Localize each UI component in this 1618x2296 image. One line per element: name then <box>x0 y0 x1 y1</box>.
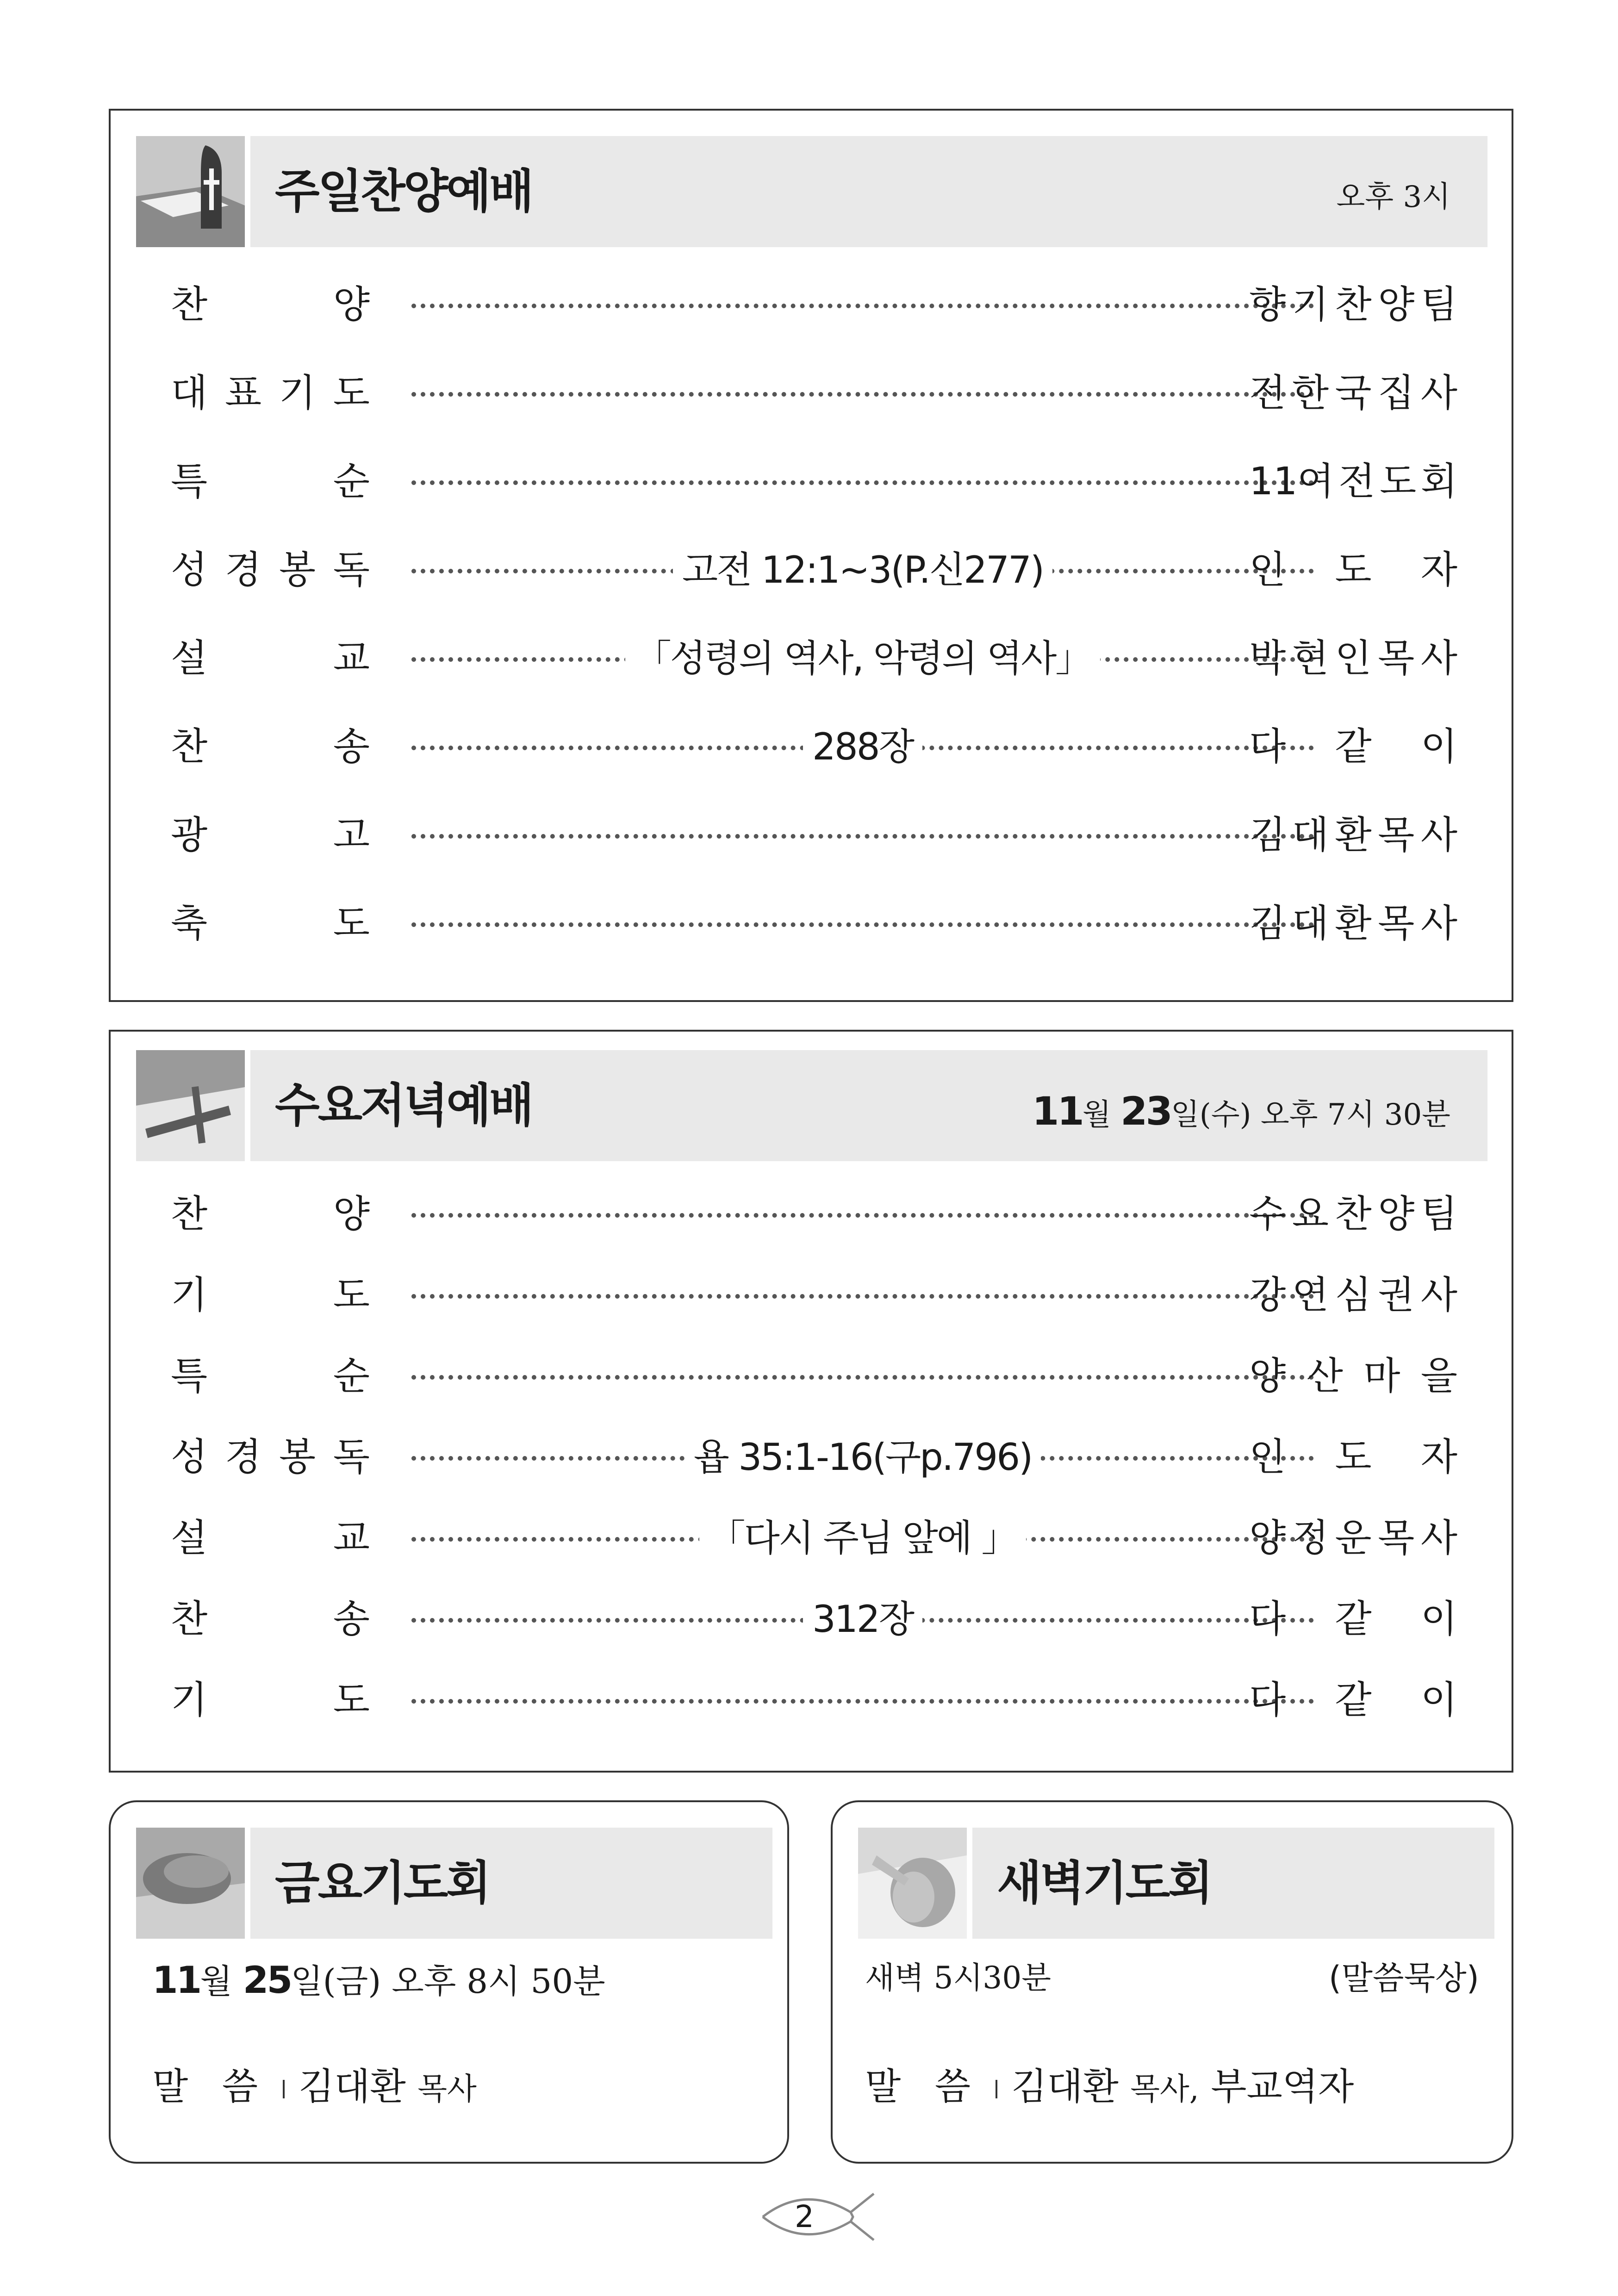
dawn-sermon-label: 말 씀 <box>865 2065 982 2108</box>
program-item-label <box>171 889 370 958</box>
program-item-detail-wrap <box>411 1585 1314 1654</box>
program-row <box>111 1423 1512 1492</box>
program-item-label <box>171 359 370 428</box>
leader-char: 인 <box>1249 548 1286 592</box>
friday-preacher: 김대환 <box>299 2065 406 2108</box>
dotted-leader <box>411 1294 1314 1299</box>
label-char: 설 <box>171 1516 208 1560</box>
friday-date-day: 25 <box>243 1959 291 2002</box>
leader-char: 을 <box>1420 1354 1457 1398</box>
leader-char: 향 <box>1249 283 1286 327</box>
sunday-service-box <box>109 109 1513 1002</box>
label-char: 표 <box>224 371 262 415</box>
dotted-leader <box>411 922 1314 927</box>
program-item-detail-wrap <box>411 624 1314 693</box>
program-row <box>111 535 1512 605</box>
leader-char: 팀 <box>1420 1192 1457 1236</box>
sunday-service-time: 오후 3시 <box>1336 180 1450 214</box>
program-item-leader <box>1249 1342 1457 1411</box>
program-item-label <box>171 535 370 605</box>
program-item-detail-wrap <box>411 712 1314 782</box>
program-item-leader <box>1249 359 1457 428</box>
leader-char: 다 <box>1249 1597 1286 1641</box>
wednesday-service-title: 수요저녁예배 <box>275 1078 532 1132</box>
leader-char: 11여 <box>1249 460 1334 504</box>
leader-char: 환 <box>1335 813 1372 857</box>
friday-sermon-line <box>152 2061 477 2115</box>
leader-char: 심 <box>1335 1273 1372 1317</box>
program-row <box>111 1261 1512 1330</box>
label-char: 교 <box>333 636 370 680</box>
program-item-leader <box>1249 270 1457 340</box>
friday-preacher-title: 목사 <box>417 2071 477 2107</box>
leader-char: 도 <box>1335 1435 1372 1479</box>
cross-bible-image <box>136 1050 250 1161</box>
program-item-label <box>171 447 370 516</box>
program-item-label <box>171 624 370 693</box>
leader-char: 양 <box>1249 1354 1286 1398</box>
program-item-leader <box>1249 1585 1457 1654</box>
leader-char: 목 <box>1378 1516 1415 1560</box>
label-char: 도 <box>333 1273 370 1317</box>
program-item-detail-wrap <box>411 1423 1314 1492</box>
separator-bar <box>283 2080 285 2098</box>
program-item-leader <box>1249 1504 1457 1573</box>
program-item-leader <box>1249 712 1457 782</box>
label-char: 성 <box>171 548 208 592</box>
program-item-leader <box>1249 1261 1457 1330</box>
separator-bar <box>996 2080 997 2098</box>
leader-char: 국 <box>1335 371 1372 415</box>
leader-char: 강 <box>1249 1273 1286 1317</box>
label-char: 교 <box>333 1516 370 1560</box>
program-row <box>111 1666 1512 1735</box>
leader-char: 다 <box>1249 1678 1286 1722</box>
dawn-prayer-header <box>858 1828 1494 1939</box>
label-char: 찬 <box>171 725 208 769</box>
leader-char: 연 <box>1292 1273 1329 1317</box>
leader-char: 대 <box>1292 813 1329 857</box>
program-item-leader <box>1249 535 1457 605</box>
dotted-leader <box>411 480 1314 485</box>
program-item-label <box>171 1261 370 1330</box>
dotted-leader <box>411 1375 1314 1380</box>
leader-char: 환 <box>1335 902 1372 946</box>
leader-char: 다 <box>1249 725 1286 769</box>
leader-char: 같 <box>1335 725 1372 769</box>
wednesday-date-day: 23 <box>1120 1089 1171 1134</box>
leader-char: 집 <box>1378 371 1415 415</box>
wednesday-date-day-unit: 일(수) 오후 7시 30분 <box>1170 1098 1450 1132</box>
wednesday-service-box <box>109 1030 1513 1773</box>
program-item-detail: 「다시 주님 앞에 」 <box>699 1517 1027 1560</box>
page-footer <box>758 2187 878 2247</box>
label-char: 독 <box>333 1435 370 1479</box>
program-item-leader <box>1249 624 1457 693</box>
friday-date-day-unit: 일(금) 오후 8시 50분 <box>291 1962 605 2001</box>
program-row <box>111 712 1512 782</box>
leader-char: 박 <box>1249 636 1286 680</box>
sunday-service-header <box>136 136 1487 247</box>
leader-char: 찬 <box>1335 1192 1372 1236</box>
leader-char: 정 <box>1292 1516 1329 1560</box>
program-row <box>111 447 1512 516</box>
leader-char: 인 <box>1249 1435 1286 1479</box>
friday-sermon-label: 말 씀 <box>152 2065 269 2108</box>
program-item-label <box>171 1180 370 1249</box>
leader-char: 목 <box>1378 902 1415 946</box>
label-char: 광 <box>171 813 208 857</box>
program-item-leader <box>1249 447 1457 516</box>
leader-char: 산 <box>1306 1354 1343 1398</box>
friday-prayer-header <box>136 1828 772 1939</box>
leader-char: 현 <box>1292 636 1329 680</box>
leader-char: 자 <box>1420 1435 1457 1479</box>
friday-prayer-title: 금요기도회 <box>275 1856 489 1910</box>
program-item-label <box>171 1504 370 1573</box>
program-item-detail: 고전 12:1~3(P.신277) <box>673 548 1052 591</box>
label-char: 순 <box>333 460 370 504</box>
leader-char: 양 <box>1378 1192 1415 1236</box>
program-row <box>111 1504 1512 1573</box>
label-char: 도 <box>333 1678 370 1722</box>
label-char: 대 <box>171 371 208 415</box>
label-char: 특 <box>171 1354 208 1398</box>
friday-date-month-unit: 월 <box>200 1962 232 2001</box>
leader-char: 양 <box>1249 1516 1286 1560</box>
label-char: 봉 <box>279 1435 316 1479</box>
bible-candle-image <box>136 136 250 247</box>
dotted-leader <box>411 392 1314 397</box>
leader-char: 대 <box>1292 902 1329 946</box>
label-char: 기 <box>279 371 316 415</box>
leader-char: 마 <box>1363 1354 1400 1398</box>
leader-char: 운 <box>1335 1516 1372 1560</box>
leader-char: 사 <box>1420 813 1457 857</box>
label-char: 특 <box>171 460 208 504</box>
leader-char: 김 <box>1249 813 1286 857</box>
leader-char: 이 <box>1420 725 1457 769</box>
leader-char: 이 <box>1420 1678 1457 1722</box>
label-char: 경 <box>224 1435 262 1479</box>
program-row <box>111 1342 1512 1411</box>
sunday-service-title: 주일찬양예배 <box>275 164 532 218</box>
leader-char: 같 <box>1335 1597 1372 1641</box>
leader-char: 인 <box>1335 636 1372 680</box>
program-item-leader <box>1249 801 1457 870</box>
program-item-detail: 욥 35:1-16(구p.796) <box>685 1436 1041 1479</box>
program-item-detail: 312장 <box>803 1598 922 1641</box>
praying-hands-image <box>136 1828 250 1939</box>
leader-char: 전 <box>1338 460 1375 504</box>
leader-char: 사 <box>1420 1273 1457 1317</box>
program-item-label <box>171 1342 370 1411</box>
program-item-leader <box>1249 1180 1457 1249</box>
friday-date-month: 11 <box>152 1959 200 2002</box>
label-char: 찬 <box>171 283 208 327</box>
program-item-label <box>171 1423 370 1492</box>
leader-char: 사 <box>1420 636 1457 680</box>
label-char: 도 <box>333 902 370 946</box>
leader-char: 이 <box>1420 1597 1457 1641</box>
dotted-leader <box>411 1213 1314 1218</box>
wednesday-date-month: 11 <box>1032 1089 1083 1134</box>
leader-char: 사 <box>1420 902 1457 946</box>
label-char: 기 <box>171 1273 208 1317</box>
dawn-preacher-title: 목사, <box>1130 2071 1199 2107</box>
label-char: 경 <box>224 548 262 592</box>
friday-prayer-box <box>109 1800 789 2164</box>
leader-char: 전 <box>1249 371 1286 415</box>
leader-char: 권 <box>1378 1273 1415 1317</box>
leader-char: 한 <box>1292 371 1329 415</box>
program-row <box>111 1585 1512 1654</box>
leader-char: 같 <box>1335 1678 1372 1722</box>
leader-char: 자 <box>1420 548 1457 592</box>
label-char: 찬 <box>171 1597 208 1641</box>
program-item-detail: 288장 <box>803 725 922 768</box>
leader-char: 기 <box>1292 283 1329 327</box>
leader-char: 회 <box>1420 460 1457 504</box>
dotted-leader <box>411 834 1314 839</box>
program-item-leader <box>1249 1423 1457 1492</box>
leader-char: 목 <box>1378 636 1415 680</box>
program-row <box>111 1180 1512 1249</box>
label-char: 도 <box>333 371 370 415</box>
program-row <box>111 270 1512 340</box>
program-item-leader <box>1249 1666 1457 1735</box>
dawn-preacher-2: 부교역자 <box>1211 2065 1354 2108</box>
leader-char: 수 <box>1249 1192 1286 1236</box>
dawn-prayer-title: 새벽기도회 <box>997 1856 1211 1910</box>
dotted-leader <box>411 304 1314 308</box>
dawn-prayer-time: 새벽 5시30분 <box>865 1960 1051 1996</box>
dotted-leader <box>411 1699 1314 1704</box>
leader-char: 도 <box>1379 460 1417 504</box>
page-number: 2 <box>795 2199 814 2234</box>
program-item-detail-wrap <box>411 535 1314 605</box>
wednesday-service-time <box>1032 1050 1450 1176</box>
wednesday-date-month-unit: 월 <box>1082 1098 1111 1132</box>
leader-char: 사 <box>1420 371 1457 415</box>
dawn-preacher: 김대환 <box>1011 2065 1119 2108</box>
program-item-detail-wrap <box>411 1504 1314 1573</box>
leader-char: 김 <box>1249 902 1286 946</box>
label-char: 송 <box>333 725 370 769</box>
label-char: 송 <box>333 1597 370 1641</box>
leader-char: 사 <box>1420 1516 1457 1560</box>
leader-char: 양 <box>1378 283 1415 327</box>
folded-hands-image <box>858 1828 972 1939</box>
program-row <box>111 801 1512 870</box>
dawn-prayer-note: (말씀묵상) <box>1328 1959 1479 1997</box>
label-char: 독 <box>333 548 370 592</box>
program-item-label <box>171 1666 370 1735</box>
program-item-label <box>171 1585 370 1654</box>
friday-prayer-time <box>152 1955 605 2007</box>
leader-char: 팀 <box>1420 283 1457 327</box>
program-item-label <box>171 270 370 340</box>
program-row <box>111 624 1512 693</box>
label-char: 찬 <box>171 1192 208 1236</box>
program-item-label <box>171 712 370 782</box>
label-char: 순 <box>333 1354 370 1398</box>
dawn-prayer-box <box>831 1800 1513 2164</box>
label-char: 설 <box>171 636 208 680</box>
program-item-label <box>171 801 370 870</box>
label-char: 축 <box>171 902 208 946</box>
label-char: 고 <box>333 813 370 857</box>
label-char: 양 <box>333 1192 370 1236</box>
label-char: 봉 <box>279 548 316 592</box>
program-item-detail: 「성령의 역사, 악령의 역사」 <box>625 637 1101 680</box>
label-char: 양 <box>333 283 370 327</box>
leader-char: 도 <box>1335 548 1372 592</box>
program-row <box>111 359 1512 428</box>
program-item-leader <box>1249 889 1457 958</box>
label-char: 기 <box>171 1678 208 1722</box>
leader-char: 찬 <box>1335 283 1372 327</box>
wednesday-service-header <box>136 1050 1487 1161</box>
dawn-sermon-line <box>865 2061 1354 2115</box>
leader-char: 목 <box>1378 813 1415 857</box>
leader-char: 요 <box>1292 1192 1329 1236</box>
label-char: 성 <box>171 1435 208 1479</box>
program-row <box>111 889 1512 958</box>
